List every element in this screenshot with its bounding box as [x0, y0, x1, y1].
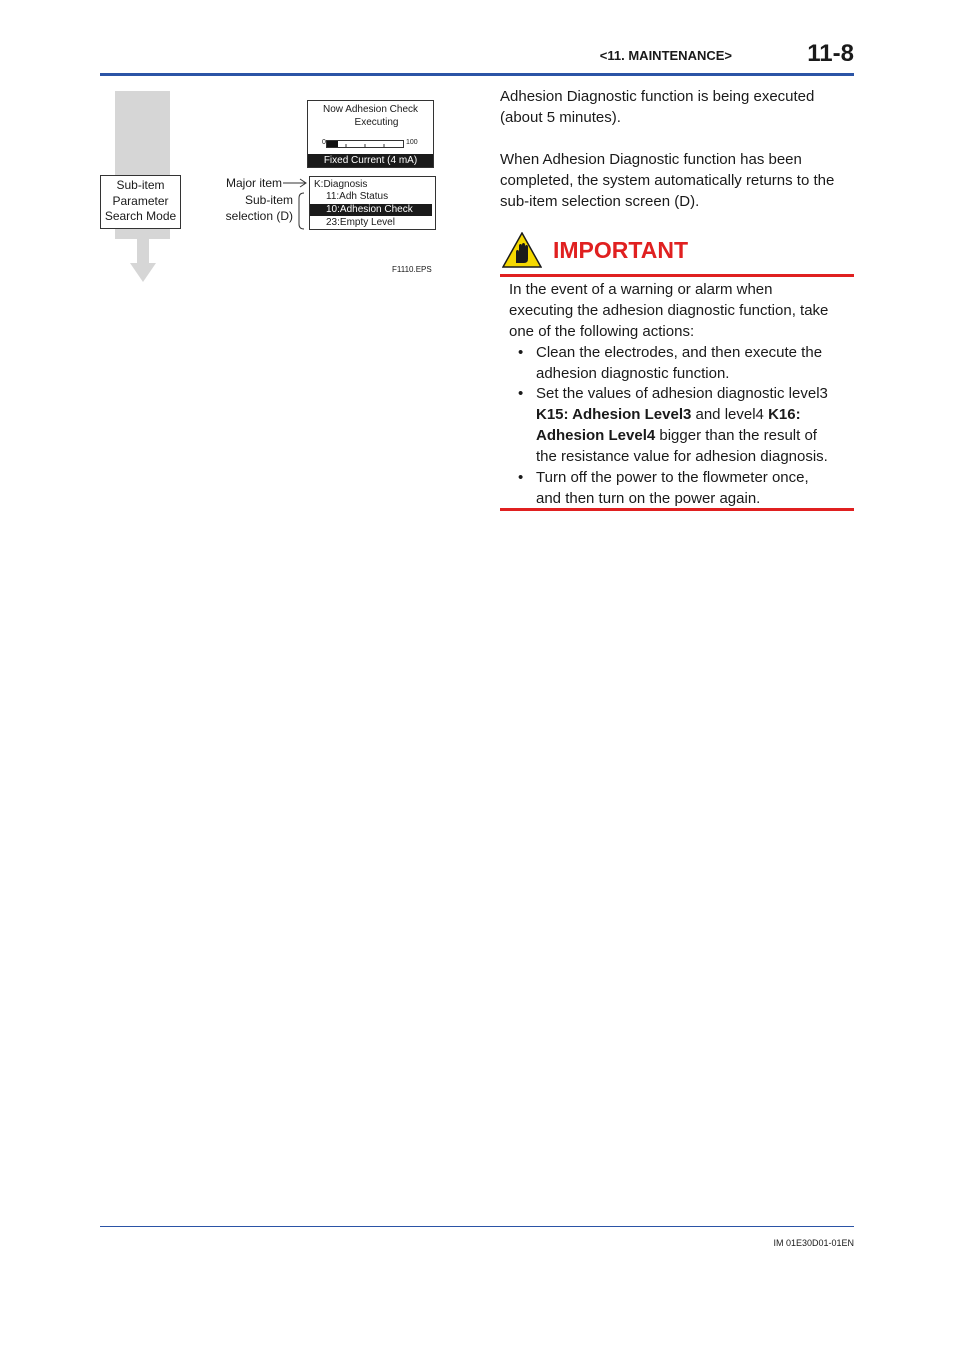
text-line: adhesion diagnostic function.: [536, 365, 730, 382]
text-line: [536, 404, 858, 425]
figure-id: F1110.EPS: [392, 265, 432, 274]
text-line: and then turn on the power again.: [536, 490, 761, 507]
important-rule-top: [500, 274, 854, 277]
text-line: the resistance value for adhesion diagnosis.: [536, 448, 828, 465]
bracket-icon: [296, 192, 306, 230]
bullet-dot: •: [518, 385, 524, 402]
screen-selection: [309, 176, 436, 230]
screen-executing-footer: Fixed Current (4 mA): [308, 154, 433, 167]
warning-hand-icon: [502, 232, 542, 268]
screen-selection-highlight: [310, 204, 432, 216]
screen-executing: [307, 100, 434, 168]
text-line: When Adhesion Diagnostic function has been: [500, 151, 802, 168]
screen-selection-item: 23:Empty Level: [326, 217, 395, 228]
bullet-item: [518, 342, 854, 384]
text-line: executing the adhesion diagnostic function, take: [509, 302, 829, 319]
arrow-right-icon: [283, 178, 309, 188]
text-fragment: bigger than the result of: [655, 427, 817, 444]
bullet-dot: •: [518, 469, 524, 486]
param-k16-name: Adhesion Level4: [536, 427, 656, 444]
document-code: IM 01E30D01-01EN: [773, 1238, 854, 1248]
text-line: Adhesion Diagnostic function is being executed: [500, 88, 815, 105]
annotation-major-item: Major item: [225, 176, 282, 190]
bullet-dot: •: [518, 344, 524, 361]
text-line: completed, the system automatically returns to the: [500, 172, 835, 189]
mode-box: [100, 175, 181, 229]
text-line: one of the following actions:: [509, 323, 695, 340]
screen-executing-status: Executing: [354, 117, 399, 128]
text-line: In the event of a warning or alarm when: [509, 281, 773, 298]
annotation-selection-d: selection (D): [225, 209, 293, 223]
screen-selection-item: 11:Adh Status: [326, 191, 389, 202]
header-rule: [100, 73, 854, 76]
screen-selection-major: K:Diagnosis: [314, 179, 368, 190]
param-k15: K15: Adhesion Level3: [536, 406, 692, 423]
text-line: Clean the electrodes, and then execute the: [536, 344, 823, 361]
bullet-item: [518, 467, 854, 509]
footer-rule: [100, 1226, 854, 1227]
flow-down-arrow-icon: [130, 239, 156, 282]
progress-min-label: 0: [322, 139, 326, 146]
bullet-item: [518, 383, 854, 467]
text-line: (about 5 minutes).: [500, 109, 621, 126]
important-rule-bottom: [500, 508, 854, 511]
text-line: Turn off the power to the flowmeter once,: [536, 469, 809, 486]
progress-ticks: [327, 141, 403, 147]
annotation-sub-item: Sub-item: [244, 193, 293, 207]
screen-selection-item-selected: 10:Adhesion Check: [326, 204, 413, 215]
body-paragraph-1: [500, 86, 856, 128]
text-line: [536, 425, 858, 446]
mode-box-line2: Parameter: [112, 193, 169, 208]
section-title: <11. MAINTENANCE>: [599, 48, 732, 63]
mode-box-line3: Search Mode: [104, 209, 177, 223]
progress-max-label: 100: [406, 139, 418, 146]
important-intro: [509, 279, 854, 342]
text-fragment: and level4: [691, 406, 769, 423]
progress-bar: [326, 140, 404, 148]
page-number: 11-8: [807, 40, 854, 67]
important-title: IMPORTANT: [553, 237, 689, 263]
mode-box-line1: Sub-item: [116, 178, 165, 192]
text-line: sub-item selection screen (D).: [500, 193, 700, 210]
screen-executing-title: Now Adhesion Check: [322, 104, 419, 115]
param-k16: K16:: [768, 406, 801, 423]
text-line: Set the values of adhesion diagnostic level3: [536, 385, 828, 402]
body-paragraph-2: [500, 149, 856, 212]
